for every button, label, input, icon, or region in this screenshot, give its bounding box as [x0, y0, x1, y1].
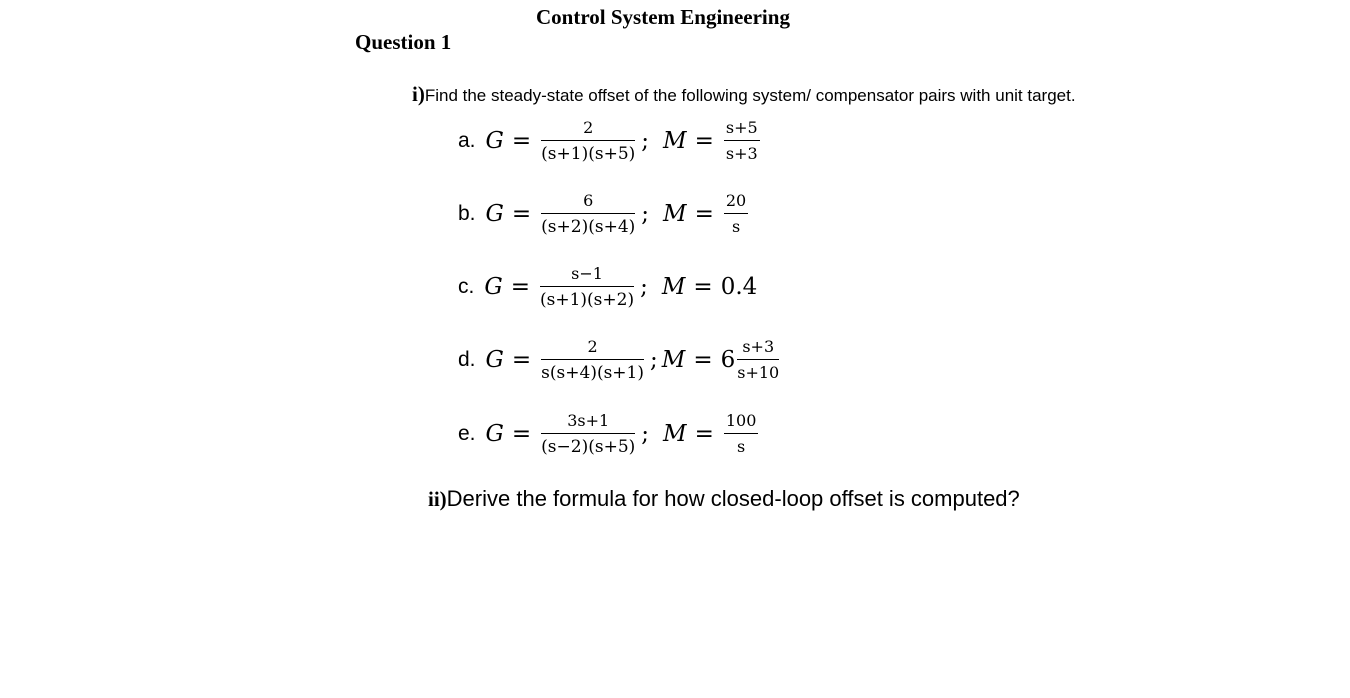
- part-ii-text: Derive the formula for how closed-loop offset is computed?: [446, 486, 1020, 511]
- equals-sign: =: [511, 201, 532, 227]
- separator: ;: [650, 347, 658, 373]
- g-numerator: s−1: [540, 264, 634, 287]
- equation-b: [458, 189, 750, 239]
- g-denominator: (s−2)(s+5): [541, 437, 636, 457]
- g-variable: G: [485, 347, 504, 373]
- g-denominator: (s+1)(s+5): [541, 144, 636, 164]
- equals-sign: =: [510, 274, 530, 300]
- equation-label: b.: [458, 202, 476, 225]
- question-heading: Question 1: [355, 30, 452, 54]
- equation-label: c.: [458, 275, 475, 298]
- m-numerator: s+5: [724, 118, 760, 141]
- g-fraction: [541, 191, 635, 237]
- part-i-text: Find the steady-state offset of the following system/ compensator pairs with unit target.: [424, 86, 1076, 105]
- equation-d: [458, 335, 781, 385]
- equation-e: [458, 409, 760, 459]
- part-ii-instruction: [428, 486, 1020, 512]
- g-fraction: [541, 118, 635, 164]
- m-fraction: [724, 118, 760, 164]
- equals-sign: =: [511, 128, 532, 154]
- m-variable: M: [661, 347, 686, 373]
- m-coefficient: 6: [720, 347, 736, 373]
- m-variable: M: [663, 128, 687, 154]
- g-variable: G: [485, 421, 504, 447]
- equation-c: [458, 262, 757, 312]
- separator: ;: [641, 128, 650, 154]
- m-fraction: [737, 337, 779, 383]
- equation-label: a.: [458, 129, 476, 152]
- m-variable: M: [663, 201, 687, 227]
- equals-sign: =: [511, 421, 532, 447]
- equals-sign: =: [511, 347, 532, 373]
- g-numerator: 3s+1: [541, 411, 635, 434]
- m-denominator: s: [737, 437, 746, 456]
- m-fraction: [724, 191, 748, 237]
- equation-label: e.: [458, 422, 476, 445]
- equals-sign: =: [694, 128, 714, 154]
- g-numerator: 6: [541, 191, 635, 214]
- g-variable: G: [485, 128, 504, 154]
- m-numerator: 20: [724, 191, 748, 214]
- m-denominator: s+3: [725, 144, 758, 163]
- g-denominator: (s+2)(s+4): [541, 217, 636, 237]
- equation-label: d.: [458, 348, 476, 371]
- equals-sign: =: [694, 421, 714, 447]
- g-fraction: [541, 411, 635, 457]
- g-fraction: [540, 264, 634, 310]
- m-numerator: s+3: [737, 337, 779, 360]
- equation-a: [458, 116, 762, 166]
- part-i-instruction: [412, 82, 1076, 107]
- part-ii-numeral: ii): [428, 487, 447, 511]
- equals-sign: =: [694, 201, 714, 227]
- m-denominator: s+10: [737, 363, 780, 382]
- m-fraction: [724, 411, 759, 457]
- m-variable: M: [663, 421, 687, 447]
- g-denominator: s(s+4)(s+1): [541, 363, 644, 383]
- g-numerator: 2: [541, 337, 644, 360]
- separator: ;: [641, 421, 650, 447]
- m-numerator: 100: [724, 411, 759, 434]
- separator: ;: [640, 274, 648, 300]
- m-value: 0.4: [720, 274, 758, 300]
- g-numerator: 2: [541, 118, 635, 141]
- part-i-numeral: i): [412, 82, 425, 106]
- separator: ;: [641, 201, 650, 227]
- g-variable: G: [485, 201, 504, 227]
- g-variable: G: [484, 274, 503, 300]
- equals-sign: =: [693, 347, 713, 373]
- equals-sign: =: [693, 274, 713, 300]
- g-denominator: (s+1)(s+2): [540, 290, 635, 310]
- m-denominator: s: [731, 217, 741, 236]
- g-fraction: [541, 337, 644, 383]
- m-variable: M: [661, 274, 686, 300]
- document-title: Control System Engineering: [536, 5, 790, 29]
